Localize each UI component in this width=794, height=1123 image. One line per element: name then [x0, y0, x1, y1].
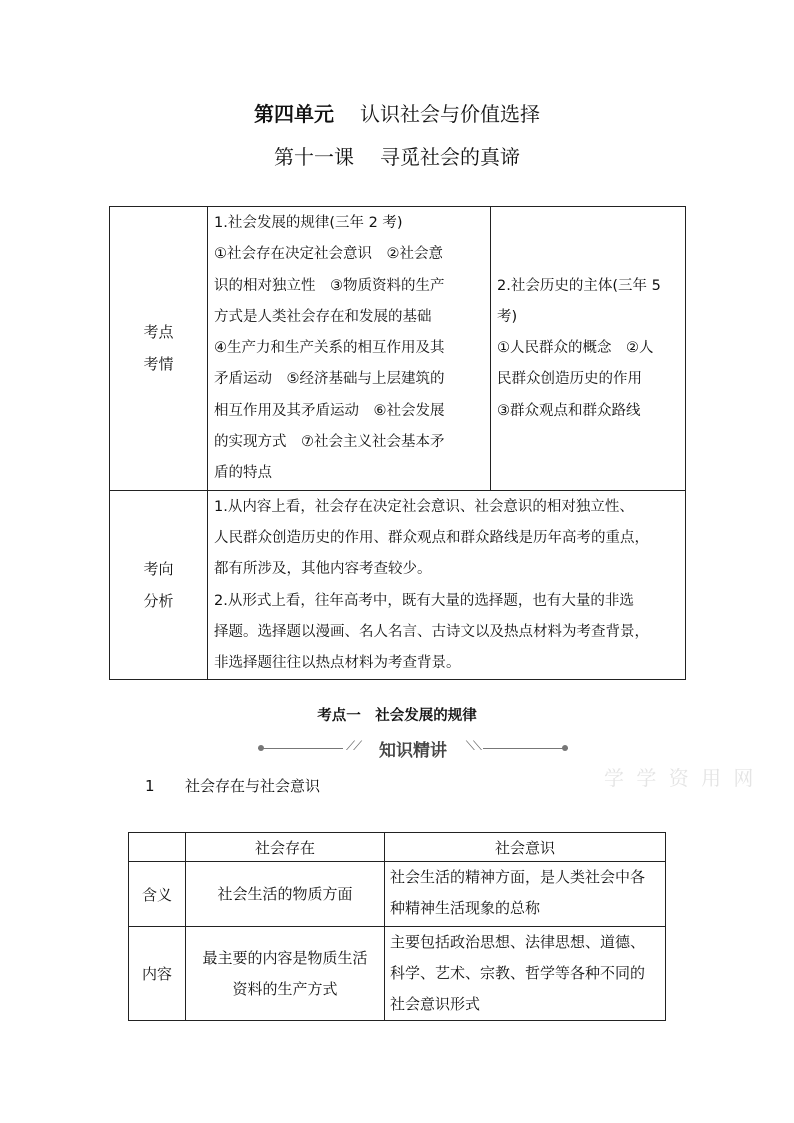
text-line: 分析 [143, 592, 174, 611]
subsection-title: 社会存在与社会意识 [185, 777, 321, 795]
header-social-existence: 社会存在 [186, 833, 385, 862]
header-blank [129, 833, 186, 862]
text-line: 都有所涉及，其他内容考查较少。 [214, 561, 432, 578]
text-line: 考向 [143, 560, 174, 579]
text-line: 考情 [143, 355, 174, 374]
label-text [110, 316, 207, 380]
text-line: 盾的特点 [214, 465, 272, 482]
divider-line-right [483, 748, 568, 749]
analysis-content [208, 490, 686, 680]
table-row [129, 927, 666, 1021]
subsection-number: 1 [145, 777, 155, 795]
left-lines [214, 208, 486, 490]
text-line: 择题。选择题以漫画、名人名言、古诗文以及热点材料为考查背景， [214, 623, 649, 640]
unit-title-text: 认识社会与价值选择 [360, 102, 540, 126]
text-line: 考) [497, 308, 518, 325]
compare-table [128, 832, 666, 1021]
content-consciousness [385, 927, 666, 1021]
text-line: 社会意识形式 [390, 995, 481, 1013]
banner-text: 知识精讲 [379, 741, 447, 761]
text-line: 社会生活的精神方面，是人类社会中各 [390, 868, 646, 886]
slash-ornament-left: ⟋⟋ [346, 739, 361, 754]
label-text [110, 553, 207, 617]
content-existence [186, 927, 385, 1021]
text-line: 方式是人类社会存在和发展的基础 [214, 308, 432, 325]
compare-header-row [129, 833, 666, 862]
exam-situation-right [491, 207, 686, 491]
text-line: ①人民群众的概念 ②人 [497, 340, 654, 357]
text-line: 资料的生产方式 [232, 979, 338, 998]
cell-lines [190, 943, 380, 1005]
text-line: 矛盾运动 ⑤经济基础与上层建筑的 [214, 371, 445, 388]
text-line: 相互作用及其矛盾运动 ⑥社会发展 [214, 402, 445, 419]
section-title: 考点一 社会发展的规律 [317, 708, 477, 724]
slash-ornament-right: ⟍⟍ [465, 739, 480, 754]
lesson-label: 第十一课 [274, 145, 354, 169]
text-line: 人民群众创造历史的作用、群众观点和群众路线是历年高考的重点， [214, 529, 649, 546]
table-row [129, 862, 666, 927]
text-line: 科学、艺术、宗教、哲学等各种不同的 [390, 964, 646, 982]
exam-situation-left [208, 207, 491, 491]
text-line: 1.社会发展的规律(三年 2 考) [214, 215, 403, 231]
overview-table [109, 206, 686, 680]
row-label-meaning: 含义 [129, 862, 186, 927]
text-line: 识的相对独立性 ③物质资料的生产 [214, 277, 445, 294]
text-line: ④生产力和生产关系的相互作用及其 [214, 340, 445, 357]
analysis-label [110, 490, 208, 680]
text-line: ③群众观点和群众路线 [497, 402, 641, 419]
right-lines [497, 271, 681, 427]
text-line: 1.从内容上看，社会存在决定社会意识、社会意识的相对独立性、 [214, 498, 634, 515]
row-label-content: 内容 [129, 927, 186, 1021]
unit-label: 第四单元 [254, 102, 334, 126]
text-line: 的实现方式 ⑦社会主义社会基本矛 [214, 434, 445, 451]
text-line: 2.从形式上看，往年高考中，既有大量的选择题，也有大量的非选 [214, 592, 634, 609]
lesson-title [0, 141, 794, 170]
analysis-row [110, 490, 686, 680]
cell-lines [390, 927, 661, 1020]
header-social-consciousness: 社会意识 [385, 833, 666, 862]
cell-lines [390, 862, 661, 924]
unit-title [0, 98, 794, 127]
analysis-lines [214, 492, 681, 680]
text-line: 最主要的内容是物质生活 [202, 948, 368, 967]
text-line: 非选择题往往以热点材料为考查背景。 [214, 655, 461, 672]
text-line: 考点 [143, 323, 174, 342]
text-line: ①社会存在决定社会意识 ②社会意 [214, 246, 443, 263]
text-line: 种精神生活现象的总称 [390, 899, 541, 917]
meaning-consciousness [385, 862, 666, 927]
watermark: 学 学 资 用 网 [604, 766, 757, 790]
knowledge-banner [258, 735, 568, 763]
exam-situation-label [110, 207, 208, 491]
text-line: 2.社会历史的主体(三年 5 [497, 277, 661, 294]
text-line: 主要包括政治思想、法律思想、道德、 [390, 933, 646, 951]
meaning-existence: 社会生活的物质方面 [186, 862, 385, 927]
text-line: 民群众创造历史的作用 [497, 371, 642, 388]
lesson-title-text: 寻觅社会的真谛 [380, 145, 520, 169]
exam-situation-row [110, 207, 686, 491]
subsection-heading [145, 775, 320, 796]
